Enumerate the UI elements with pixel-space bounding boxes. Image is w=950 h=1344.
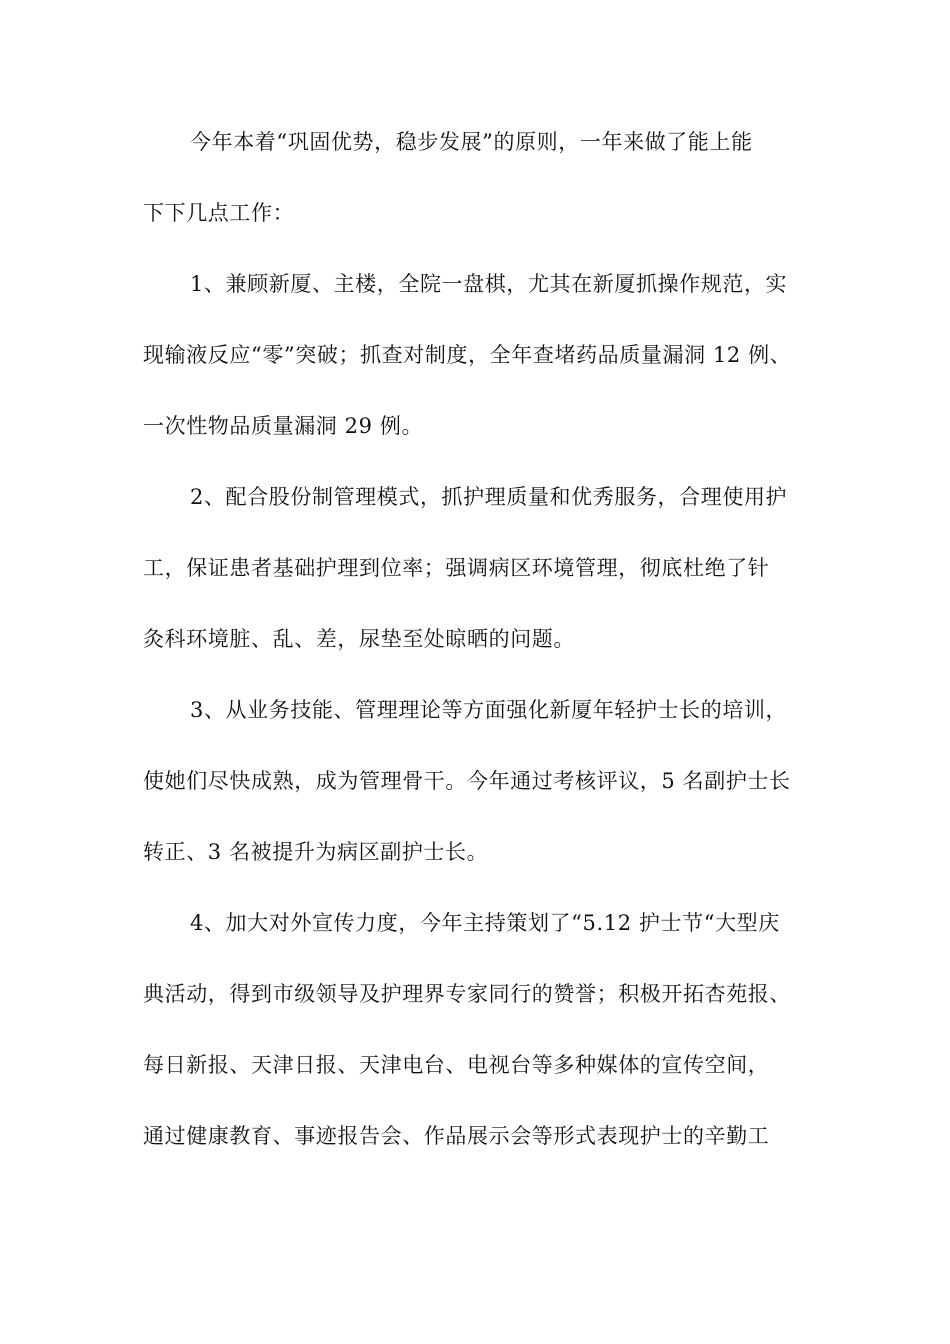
paragraph-item-3-line-1: 3、从业务技能、管理理论等方面强化新厦年轻护士长的培训， [190,698,788,722]
paragraph-item-1-line-1: 1、兼顾新厦、主楼，全院一盘棋，尤其在新厦抓操作规范，实 [190,272,788,296]
paragraph-item-3-line-3: 转正、3 名被提升为病区副护士长。 [143,840,489,864]
paragraph-intro-line-1: 今年本着“巩固优势，稳步发展”的原则，一年来做了能上能 [190,130,753,154]
paragraph-intro-line-2: 下下几点工作： [143,201,295,225]
paragraph-item-2-line-2: 工，保证患者基础护理到位率；强调病区环境管理，彻底杜绝了针 [143,556,770,580]
paragraph-item-4-line-2: 典活动，得到市级领导及护理界专家同行的赞誉；积极开拓杏苑报、 [143,982,791,1006]
paragraph-item-2-line-3: 灸科环境脏、乱、差，尿垫至处晾晒的问题。 [143,627,575,651]
paragraph-item-1-line-2: 现输液反应“零”突破；抓查对制度，全年查堵药品质量漏洞 12 例、 [143,343,792,367]
paragraph-item-3-line-2: 使她们尽快成熟，成为管理骨干。今年通过考核评议，5 名副护士长 [143,769,791,793]
paragraph-item-1-line-3: 一次性物品质量漏洞 29 例。 [143,414,424,438]
paragraph-item-4-line-1: 4、加大对外宣传力度，今年主持策划了“5.12 护士节“大型庆 [190,911,780,935]
paragraph-item-4-line-4: 通过健康教育、事迹报告会、作品展示会等形式表现护士的辛勤工 [143,1124,770,1148]
paragraph-item-4-line-3: 每日新报、天津日报、天津电台、电视台等多种媒体的宣传空间， [143,1053,770,1077]
paragraph-item-2-line-1: 2、配合股份制管理模式，抓护理质量和优秀服务，合理使用护 [190,485,788,509]
